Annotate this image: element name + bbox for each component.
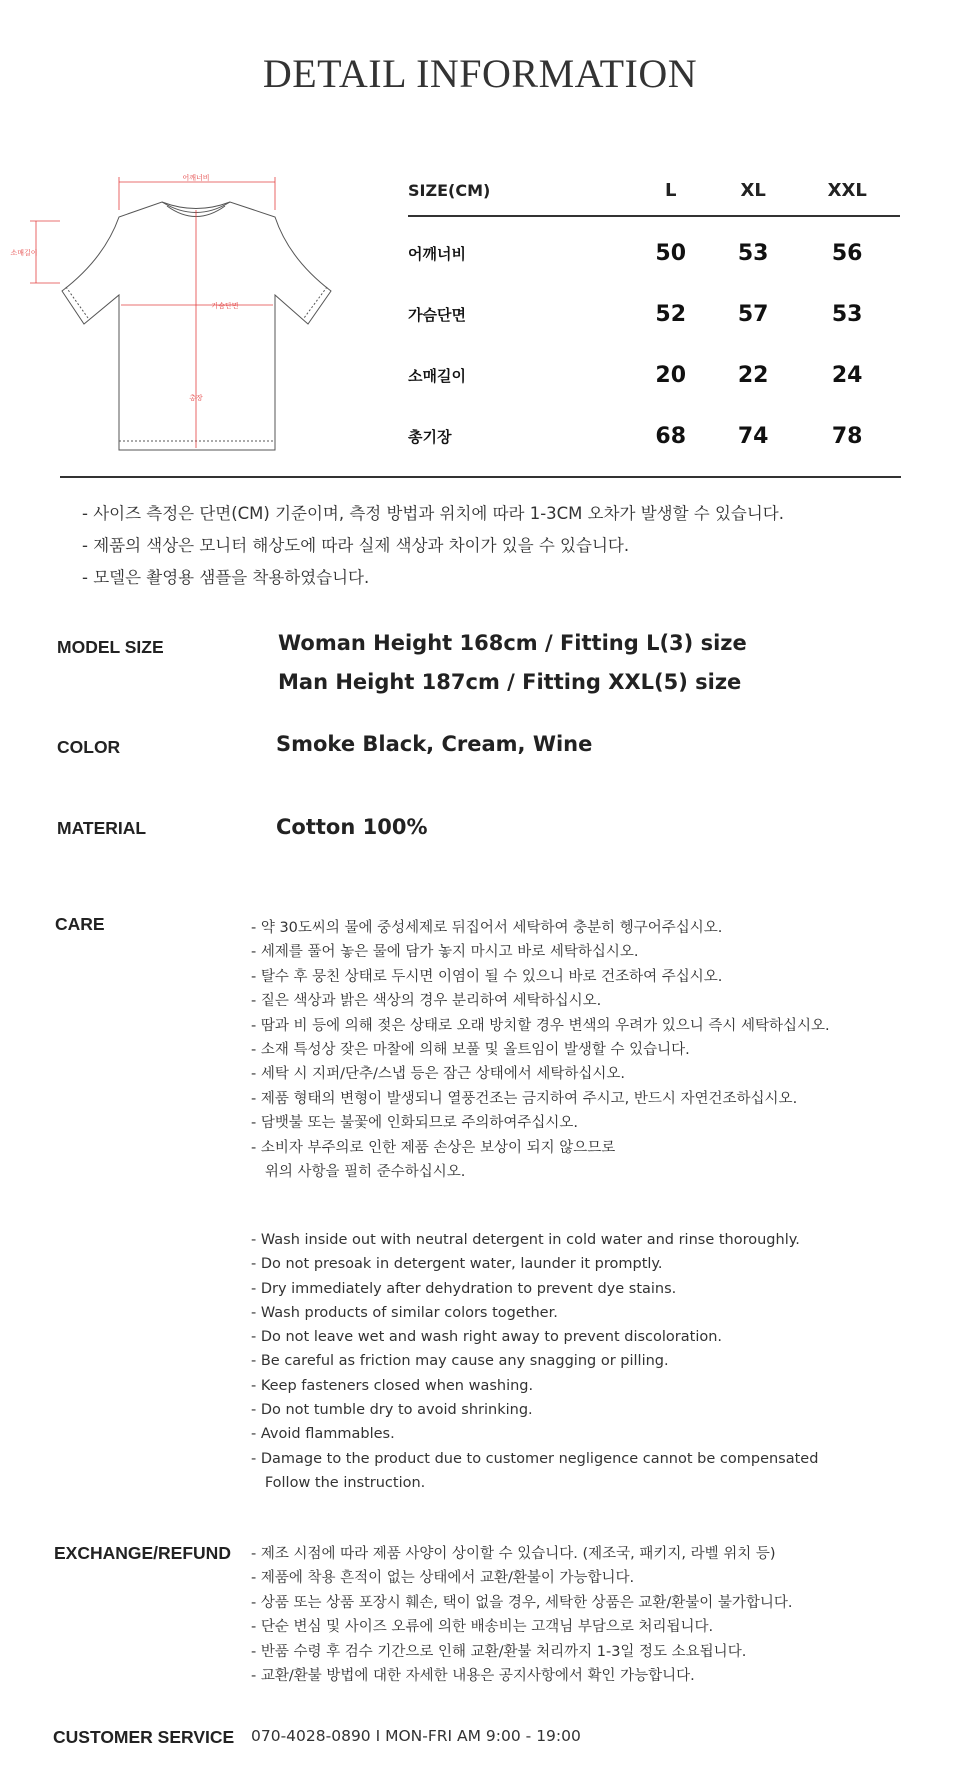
length-label: 총장 (189, 394, 203, 402)
model-size-woman: Woman Height 168cm / Fitting L(3) size (278, 631, 747, 655)
exchange-refund-label: EXCHANGE/REFUND (54, 1543, 231, 1563)
list-item: - 제품에 착용 흔적이 없는 상태에서 교환/환불이 가능합니다. (251, 1570, 635, 1587)
list-item: - 소비자 부주의로 인한 제품 손상은 보상이 되지 않으므로 (251, 1139, 616, 1156)
table-cell: 53 (737, 241, 769, 266)
size-table-header (408, 165, 900, 216)
list-item: - Do not tumble dry to avoid shrinking. (251, 1402, 533, 1419)
list-item: Follow the instruction. (251, 1474, 426, 1491)
sleeve-label: 소매길이 (10, 249, 38, 257)
customer-service-value: 070-4028-0890 I MON-FRI AM 9:00 - 19:00 (251, 1727, 581, 1745)
table-cell: 68 (655, 424, 687, 449)
table-cell: 22 (737, 363, 769, 388)
list-item: - 교환/환불 방법에 대한 자세한 내용은 공지사항에서 확인 가능합니다. (251, 1667, 695, 1684)
list-item: - 반품 수령 후 검수 기간으로 인해 교환/환불 처리까지 1-3일 정도 소요됩니다. (251, 1643, 747, 1660)
chest-label: 가슴단면 (211, 302, 239, 310)
table-cell: 50 (655, 241, 687, 266)
table-cell: 56 (831, 241, 863, 266)
list-item: - 담뱃불 또는 불꽃에 인화되므로 주의하여주십시오. (251, 1115, 579, 1132)
size-header-l: L (664, 179, 677, 201)
row-label: 소매길이 (408, 367, 466, 385)
list-item: - 짙은 색상과 밝은 색상의 경우 분리하여 세탁하십시오. (251, 993, 602, 1010)
table-cell: 57 (737, 302, 769, 327)
size-header-xl: XL (740, 179, 766, 201)
exchange-refund-list (251, 1542, 792, 1688)
page-title: DETAIL INFORMATION (262, 51, 698, 96)
material-value: Cotton 100% (276, 815, 428, 839)
table-cell: 78 (831, 424, 863, 449)
list-item: - Be careful as friction may cause any snagging or pilling. (251, 1353, 669, 1370)
list-item: - 약 30도씨의 물에 중성세제로 뒤집어서 세탁하여 충분히 헹구어주십시오. (251, 920, 723, 936)
table-row (408, 216, 900, 284)
row-label: 어깨너비 (408, 245, 466, 263)
list-item: - 상품 또는 상품 포장시 훼손, 택이 없을 경우, 세탁한 상품은 교환/환불이 불가합니다. (251, 1594, 793, 1611)
table-row (408, 345, 900, 406)
shoulder-label: 어깨너비 (182, 174, 210, 182)
list-item: - 세제를 풀어 놓은 물에 담가 놓지 마시고 바로 세탁하십시오. (251, 944, 639, 961)
list-item: - 소재 특성상 잦은 마찰에 의해 보풀 및 올트임이 발생할 수 있습니다. (251, 1041, 690, 1058)
list-item: - Wash products of similar colors together. (251, 1304, 558, 1321)
list-item: - 제품의 색상은 모니터 해상도에 따라 실제 색상과 차이가 있을 수 있습니다. (82, 536, 630, 555)
list-item: - 땀과 비 등에 의해 젖은 상태로 오래 방치할 경우 변색의 우려가 있으니 즉시 세탁하십시오. (251, 1017, 830, 1034)
model-size-man: Man Height 187cm / Fitting XXL(5) size (278, 670, 742, 694)
list-item: - Dry immediately after dehydration to prevent dye stains. (251, 1280, 677, 1297)
list-item: - Wash inside out with neutral detergent in cold water and rinse thoroughly. (251, 1232, 800, 1248)
size-header-label: SIZE(CM) (408, 180, 491, 200)
table-row (408, 406, 900, 467)
table-cell: 74 (737, 424, 769, 449)
list-item: - 사이즈 측정은 단면(CM) 기준이며, 측정 방법과 위치에 따라 1-3CM 오차가 발생할 수 있습니다. (82, 504, 784, 523)
list-item: - 탈수 후 뭉친 상태로 두시면 이염이 될 수 있으니 바로 건조하여 주십시오. (251, 968, 723, 985)
row-label: 총기장 (408, 428, 452, 446)
material-label: MATERIAL (57, 818, 147, 838)
list-item: - 모델은 촬영용 샘플을 착용하였습니다. (82, 568, 370, 587)
customer-service-label: CUSTOMER SERVICE (53, 1727, 235, 1747)
list-item: - Do not leave wet and wash right away to prevent discoloration. (251, 1329, 723, 1346)
table-row (408, 284, 900, 345)
size-header-xxl: XXL (827, 179, 867, 201)
list-item: - 단순 변심 및 사이즈 오류에 의한 배송비는 고객님 부담으로 처리됩니다. (251, 1619, 714, 1636)
color-label: COLOR (57, 737, 121, 757)
tshirt-outline (62, 202, 331, 450)
table-cell: 20 (655, 363, 687, 388)
list-item: - 제조 시점에 따라 제품 사양이 상이할 수 있습니다. (제조국, 패키지, 라벨 위치 등) (251, 1546, 776, 1562)
list-item: - Damage to the product due to customer negligence cannot be compensated (251, 1450, 819, 1467)
list-item: - Keep fasteners closed when washing. (251, 1377, 534, 1394)
care-list-english (251, 1228, 818, 1495)
list-item: 위의 사항을 필히 준수하십시오. (251, 1163, 466, 1180)
care-label: CARE (55, 914, 105, 934)
size-table (408, 165, 900, 467)
table-cell: 53 (831, 302, 863, 327)
model-size-label: MODEL SIZE (57, 637, 164, 657)
table-cell: 24 (831, 363, 863, 388)
section-divider (60, 476, 901, 478)
row-label: 가슴단면 (408, 306, 466, 324)
size-notes (82, 498, 784, 594)
list-item: - 제품 형태의 변형이 발생되니 열풍건조는 금지하여 주시고, 반드시 자연건조하십시오. (251, 1090, 798, 1107)
color-value: Smoke Black, Cream, Wine (276, 732, 593, 756)
table-cell: 52 (655, 302, 687, 327)
list-item: - 세탁 시 지퍼/단추/스냅 등은 잠근 상태에서 세탁하십시오. (251, 1066, 626, 1083)
care-list-korean (251, 916, 830, 1184)
list-item: - Do not presoak in detergent water, launder it promptly. (251, 1256, 663, 1273)
tshirt-measurement-diagram (0, 165, 340, 465)
list-item: - Avoid flammables. (251, 1426, 395, 1443)
